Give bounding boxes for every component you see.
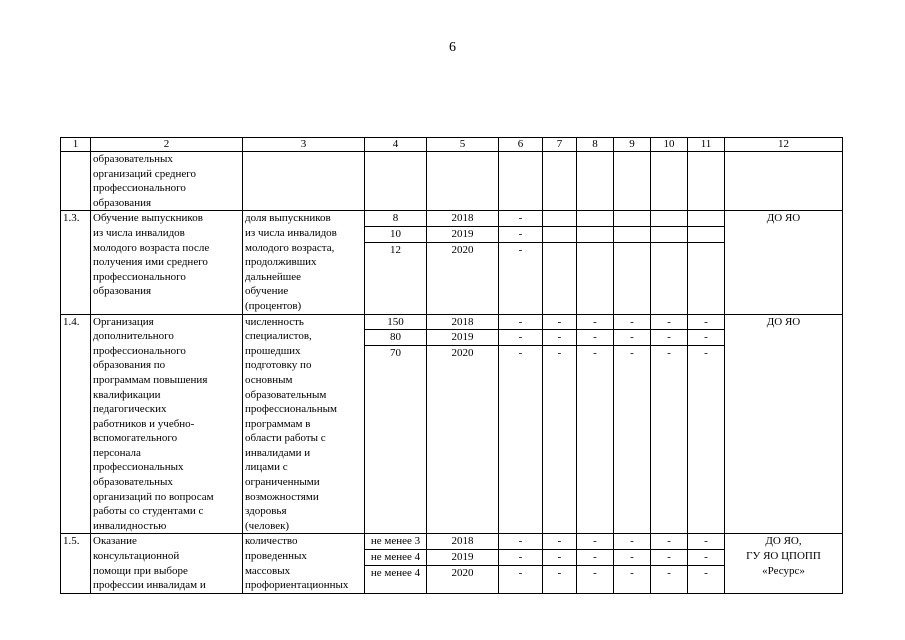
text-line: работы со студентами с [93,505,204,518]
text-line: профессии инвалидам и [93,579,206,592]
year-values-col-10 [651,314,688,534]
value-cell [577,243,613,258]
text-line: Организация [93,315,154,328]
year-values-col-6 [499,314,543,534]
year-values-col-9 [614,211,651,314]
value-cell: - [704,346,708,359]
plan-table [60,137,843,594]
column-number-12: 12 [725,138,843,152]
value-cell: - [704,566,708,579]
year-values-col-8 [577,314,614,534]
text-line: получения ими среднего [93,256,208,269]
text-line: программам повышения [93,373,208,386]
text-line: квалификации [93,388,161,401]
event-description [91,534,243,593]
value-cell: - [614,315,650,331]
value-cell: - [630,346,634,359]
value-cell: - [577,315,613,331]
text-line: профориентационных [245,579,349,592]
text-line: «Ресурс» [762,564,805,577]
text-line: из числа инвалидов [93,226,185,239]
year-values-col-4 [365,211,427,314]
value-cell [543,243,576,258]
column-number-10: 10 [651,138,688,152]
cell-col-4 [365,152,427,211]
target-value-cell: не менее 4 [370,566,421,579]
executor [725,211,843,314]
text-line: вспомогательного [93,432,178,445]
cell-col-10 [651,152,688,211]
value-cell: - [518,346,523,359]
value-cell [614,243,650,258]
column-number-3: 3 [243,138,365,152]
value-cell: - [543,550,576,566]
value-cell: - [499,330,542,346]
column-number-2: 2 [91,138,243,152]
text-line: основным [245,373,293,386]
text-line: молодого возраста, [245,241,335,254]
target-value-cell: не менее 4 [365,550,426,566]
value-cell: - [630,566,634,579]
text-line: количество [245,535,298,548]
text-line: ДО ЯО, [765,535,802,548]
text-line: ограниченными [245,476,320,489]
item-number: 1.5. [61,534,91,593]
value-cell: - [614,550,650,566]
year-cell: 2018 [427,211,498,227]
text-line: доля выпускников [245,212,331,225]
text-line: организаций по вопросам [93,490,214,503]
text-line: ГУ ЯО ЦПОПП [746,550,821,563]
value-cell: - [667,346,671,359]
year-values-col-10 [651,534,688,593]
value-cell: - [577,550,613,566]
text-line: образовательным [245,388,327,401]
text-line: проведенных [245,550,307,563]
value-cell [543,227,576,243]
value-cell: - [688,330,724,346]
value-cell: - [518,243,523,256]
text-line: образовательных [93,153,173,165]
target-value-cell: 150 [365,315,426,331]
text-line: дальнейшее [245,270,301,283]
year-values-col-6 [499,534,543,593]
target-value-cell: не менее 3 [365,534,426,550]
year-values-col-6 [499,211,543,314]
value-cell [614,211,650,227]
value-cell: - [577,330,613,346]
year-values-col-11 [688,211,725,314]
executor [725,314,843,534]
column-number-11: 11 [688,138,725,152]
cell-number [61,152,91,211]
text-line: (человек) [245,519,290,532]
value-cell: - [651,330,687,346]
text-line: возможностями [245,490,319,503]
cell-col-7 [543,152,577,211]
year-values-col-7 [543,314,577,534]
text-line: подготовку по [245,359,312,372]
year-values-col-5 [427,534,499,593]
value-cell: - [499,550,542,566]
text-line: помощи при выборе [93,564,188,577]
value-cell: - [499,315,542,331]
column-header-row [61,138,843,152]
value-cell: - [543,315,576,331]
indicator-description [243,534,365,593]
value-cell: - [688,315,724,331]
page-number: 6 [449,40,456,55]
text-line: профессионального [93,344,186,357]
indicator-description [243,211,365,314]
column-number-1: 1 [61,138,91,152]
text-line: дополнительного [93,330,174,343]
text-line: профессиональным [245,403,337,416]
text-line: образования по [93,359,166,372]
year-values-col-4 [365,314,427,534]
target-value-cell: 80 [365,330,426,346]
value-cell [688,243,724,258]
value-cell: - [651,550,687,566]
year-cell: 2020 [451,243,474,256]
value-cell: - [557,346,562,359]
text-line: из числа инвалидов [245,226,337,239]
text-line: работников и учебно- [93,417,195,430]
year-values-col-5 [427,211,499,314]
value-cell: - [499,227,542,243]
year-cell: 2020 [451,566,474,579]
value-cell [688,211,724,227]
year-cell: 2019 [427,330,498,346]
text-line: обучение [245,285,289,298]
continuation-row [61,152,843,211]
cell-event [91,152,243,211]
value-cell: - [614,330,650,346]
year-values-col-9 [614,314,651,534]
text-line: инвалидами и [245,446,311,459]
cell-col-9 [614,152,651,211]
year-cell: 2020 [451,346,474,359]
value-cell: - [577,534,613,550]
year-values-col-9 [614,534,651,593]
text-line: Обучение выпускников [93,212,203,225]
text-line: инвалидностью [93,519,167,532]
value-cell: - [651,534,687,550]
value-cell [614,227,650,243]
value-cell: - [651,315,687,331]
event-description [91,211,243,314]
value-cell [543,211,576,227]
text-line: образования [93,196,152,209]
text-line: программам в [245,417,311,430]
cell-col-3 [243,152,365,211]
value-cell: - [688,550,724,566]
text-line: Оказание [93,535,137,548]
value-cell: - [499,534,542,550]
value-cell [651,243,687,258]
target-value-cell: 70 [390,346,401,359]
value-cell: - [593,566,597,579]
value-cell: - [499,211,542,227]
year-values-col-8 [577,534,614,593]
target-value-cell: 12 [390,243,401,256]
cell-col-6 [499,152,543,211]
column-number-8: 8 [577,138,614,152]
text-line: педагогических [93,403,167,416]
year-cell: 2019 [427,550,498,566]
text-line: профессионального [93,270,186,283]
year-values-col-10 [651,211,688,314]
value-cell [577,211,613,227]
cell-col-12 [725,152,843,211]
text-line: области работы с [245,432,326,445]
cell-col-8 [577,152,614,211]
text-line: численность [245,315,304,328]
value-cell [577,227,613,243]
text-line: персонала [93,446,141,459]
column-number-5: 5 [427,138,499,152]
value-cell: - [688,534,724,550]
value-cell: - [557,566,562,579]
year-values-col-11 [688,314,725,534]
indicator-description [243,314,365,534]
text-line: прошедших [245,344,301,357]
text-line: образовательных [93,476,173,489]
item-number: 1.4. [61,314,91,534]
event-description [91,314,243,534]
text-line: здоровья [245,505,287,518]
item-number: 1.3. [61,211,91,314]
text-line: образования [93,285,152,298]
value-cell: - [543,534,576,550]
table-row [61,534,843,593]
text-line: молодого возраста после [93,241,210,254]
text-line: ДО ЯО [766,212,801,225]
cell-col-5 [427,152,499,211]
text-line: лицами с [245,461,288,474]
cell-col-11 [688,152,725,211]
value-cell: - [543,330,576,346]
year-cell: 2019 [427,227,498,243]
text-line: профессиональных [93,461,184,474]
text-line: организаций среднего [93,167,197,180]
text-line: ДО ЯО [766,315,801,328]
table-row [61,314,843,534]
value-cell: - [593,346,597,359]
text-line: продолживших [245,256,317,269]
year-cell: 2018 [427,315,498,331]
year-values-col-11 [688,534,725,593]
value-cell [651,211,687,227]
year-values-col-5 [427,314,499,534]
column-number-7: 7 [543,138,577,152]
value-cell: - [518,566,523,579]
text-line: (процентов) [245,299,302,312]
text-line: массовых [245,564,291,577]
column-number-4: 4 [365,138,427,152]
column-number-6: 6 [499,138,543,152]
year-values-col-4 [365,534,427,593]
value-cell: - [667,566,671,579]
text-line: консультационной [93,550,180,563]
year-values-col-7 [543,211,577,314]
target-value-cell: 8 [365,211,426,227]
year-values-col-8 [577,211,614,314]
year-cell: 2018 [427,534,498,550]
table-row [61,211,843,314]
text-line: специалистов, [245,330,312,343]
value-cell [651,227,687,243]
year-values-col-7 [543,534,577,593]
executor [725,534,843,593]
target-value-cell: 10 [365,227,426,243]
column-number-9: 9 [614,138,651,152]
text-line: профессионального [93,182,186,195]
value-cell [688,227,724,243]
value-cell: - [614,534,650,550]
